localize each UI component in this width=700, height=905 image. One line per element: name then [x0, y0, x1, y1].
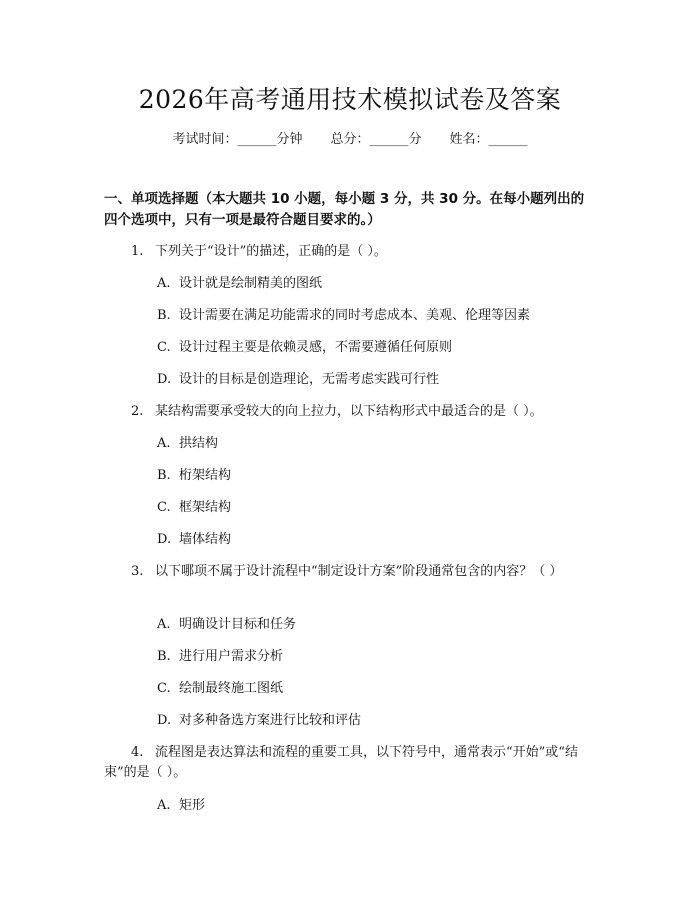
- question-2-option-a: [157, 434, 587, 454]
- question-stem: 某结构需要承受较大的向上拉力，以下结构形式中最适合的是（ ）。: [155, 404, 543, 419]
- question-3-option-d: [157, 711, 587, 731]
- option-text: 对多种备选方案进行比较和评估: [179, 713, 362, 728]
- question-number: 1.: [131, 244, 144, 259]
- option-text: 拱结构: [179, 436, 219, 451]
- option-text: 设计的目标是创造理论，无需考虑实践可行性: [179, 372, 440, 387]
- question-3-option-c: [157, 679, 587, 699]
- option-text: 明确设计目标和任务: [179, 617, 297, 632]
- option-letter: D.: [157, 372, 172, 387]
- option-letter: A.: [157, 276, 171, 291]
- question-1-option-d: [157, 370, 587, 390]
- option-letter: C.: [157, 681, 171, 696]
- question-4-option-a: [157, 796, 587, 816]
- question-stem: 流程图是表达算法和流程的重要工具，以下符号中，通常表示“开始”或“结束”的是（ ）。: [104, 745, 578, 780]
- option-letter: D.: [157, 713, 172, 728]
- question-stem: 以下哪项不属于设计流程中“制定设计方案”阶段通常包含的内容？（ ）: [155, 564, 563, 579]
- option-text: 绘制最终施工图纸: [179, 681, 284, 696]
- option-text: 桁架结构: [179, 468, 232, 483]
- question-2-option-b: [157, 466, 587, 486]
- question-2-option-c: [157, 498, 587, 518]
- option-letter: C.: [157, 340, 171, 355]
- question-stem: 下列关于“设计”的描述，正确的是（ ）。: [155, 244, 387, 259]
- option-letter: D.: [157, 532, 172, 547]
- question-3: [104, 562, 596, 582]
- option-text: 设计就是绘制精美的图纸: [179, 276, 323, 291]
- question-1-option-c: [157, 338, 587, 358]
- total-score-field: 总分：______分: [330, 132, 422, 147]
- option-text: 进行用户需求分析: [179, 649, 284, 664]
- option-letter: A.: [157, 798, 171, 813]
- question-number: 3.: [131, 564, 144, 579]
- page-title: 2026年高考通用技术模拟试卷及答案: [138, 85, 562, 114]
- question-1-option-b: [157, 306, 587, 326]
- student-name-field: 姓名：______: [449, 132, 528, 147]
- option-letter: A.: [157, 617, 171, 632]
- question-4: [104, 743, 596, 783]
- question-2: [104, 402, 596, 422]
- option-text: 设计需要在满足功能需求的同时考虑成本、美观、伦理等因素: [179, 308, 531, 323]
- exam-time-field: 考试时间：______分钟: [172, 132, 303, 147]
- option-text: 墙体结构: [179, 532, 232, 547]
- section-heading: 一、单项选择题（本大题共 10 小题，每小题 3 分，共 30 分。在每小题列出的四个选项中，只有一项是最符合题目要求的。）: [104, 191, 585, 228]
- option-letter: C.: [157, 500, 171, 515]
- question-3-option-a: [157, 615, 587, 635]
- question-number: 2.: [131, 404, 144, 419]
- option-text: 设计过程主要是依赖灵感，不需要遵循任何原则: [179, 340, 453, 355]
- option-letter: A.: [157, 436, 171, 451]
- option-text: 框架结构: [179, 500, 232, 515]
- question-number: 4.: [131, 745, 144, 760]
- question-1: [104, 242, 596, 262]
- option-letter: B.: [157, 649, 171, 664]
- exam-meta-line: [0, 130, 700, 150]
- option-letter: B.: [157, 308, 171, 323]
- question-2-option-d: [157, 530, 587, 550]
- option-text: 矩形: [179, 798, 206, 813]
- option-letter: B.: [157, 468, 171, 483]
- question-1-option-a: [157, 274, 587, 294]
- question-3-option-b: [157, 647, 587, 667]
